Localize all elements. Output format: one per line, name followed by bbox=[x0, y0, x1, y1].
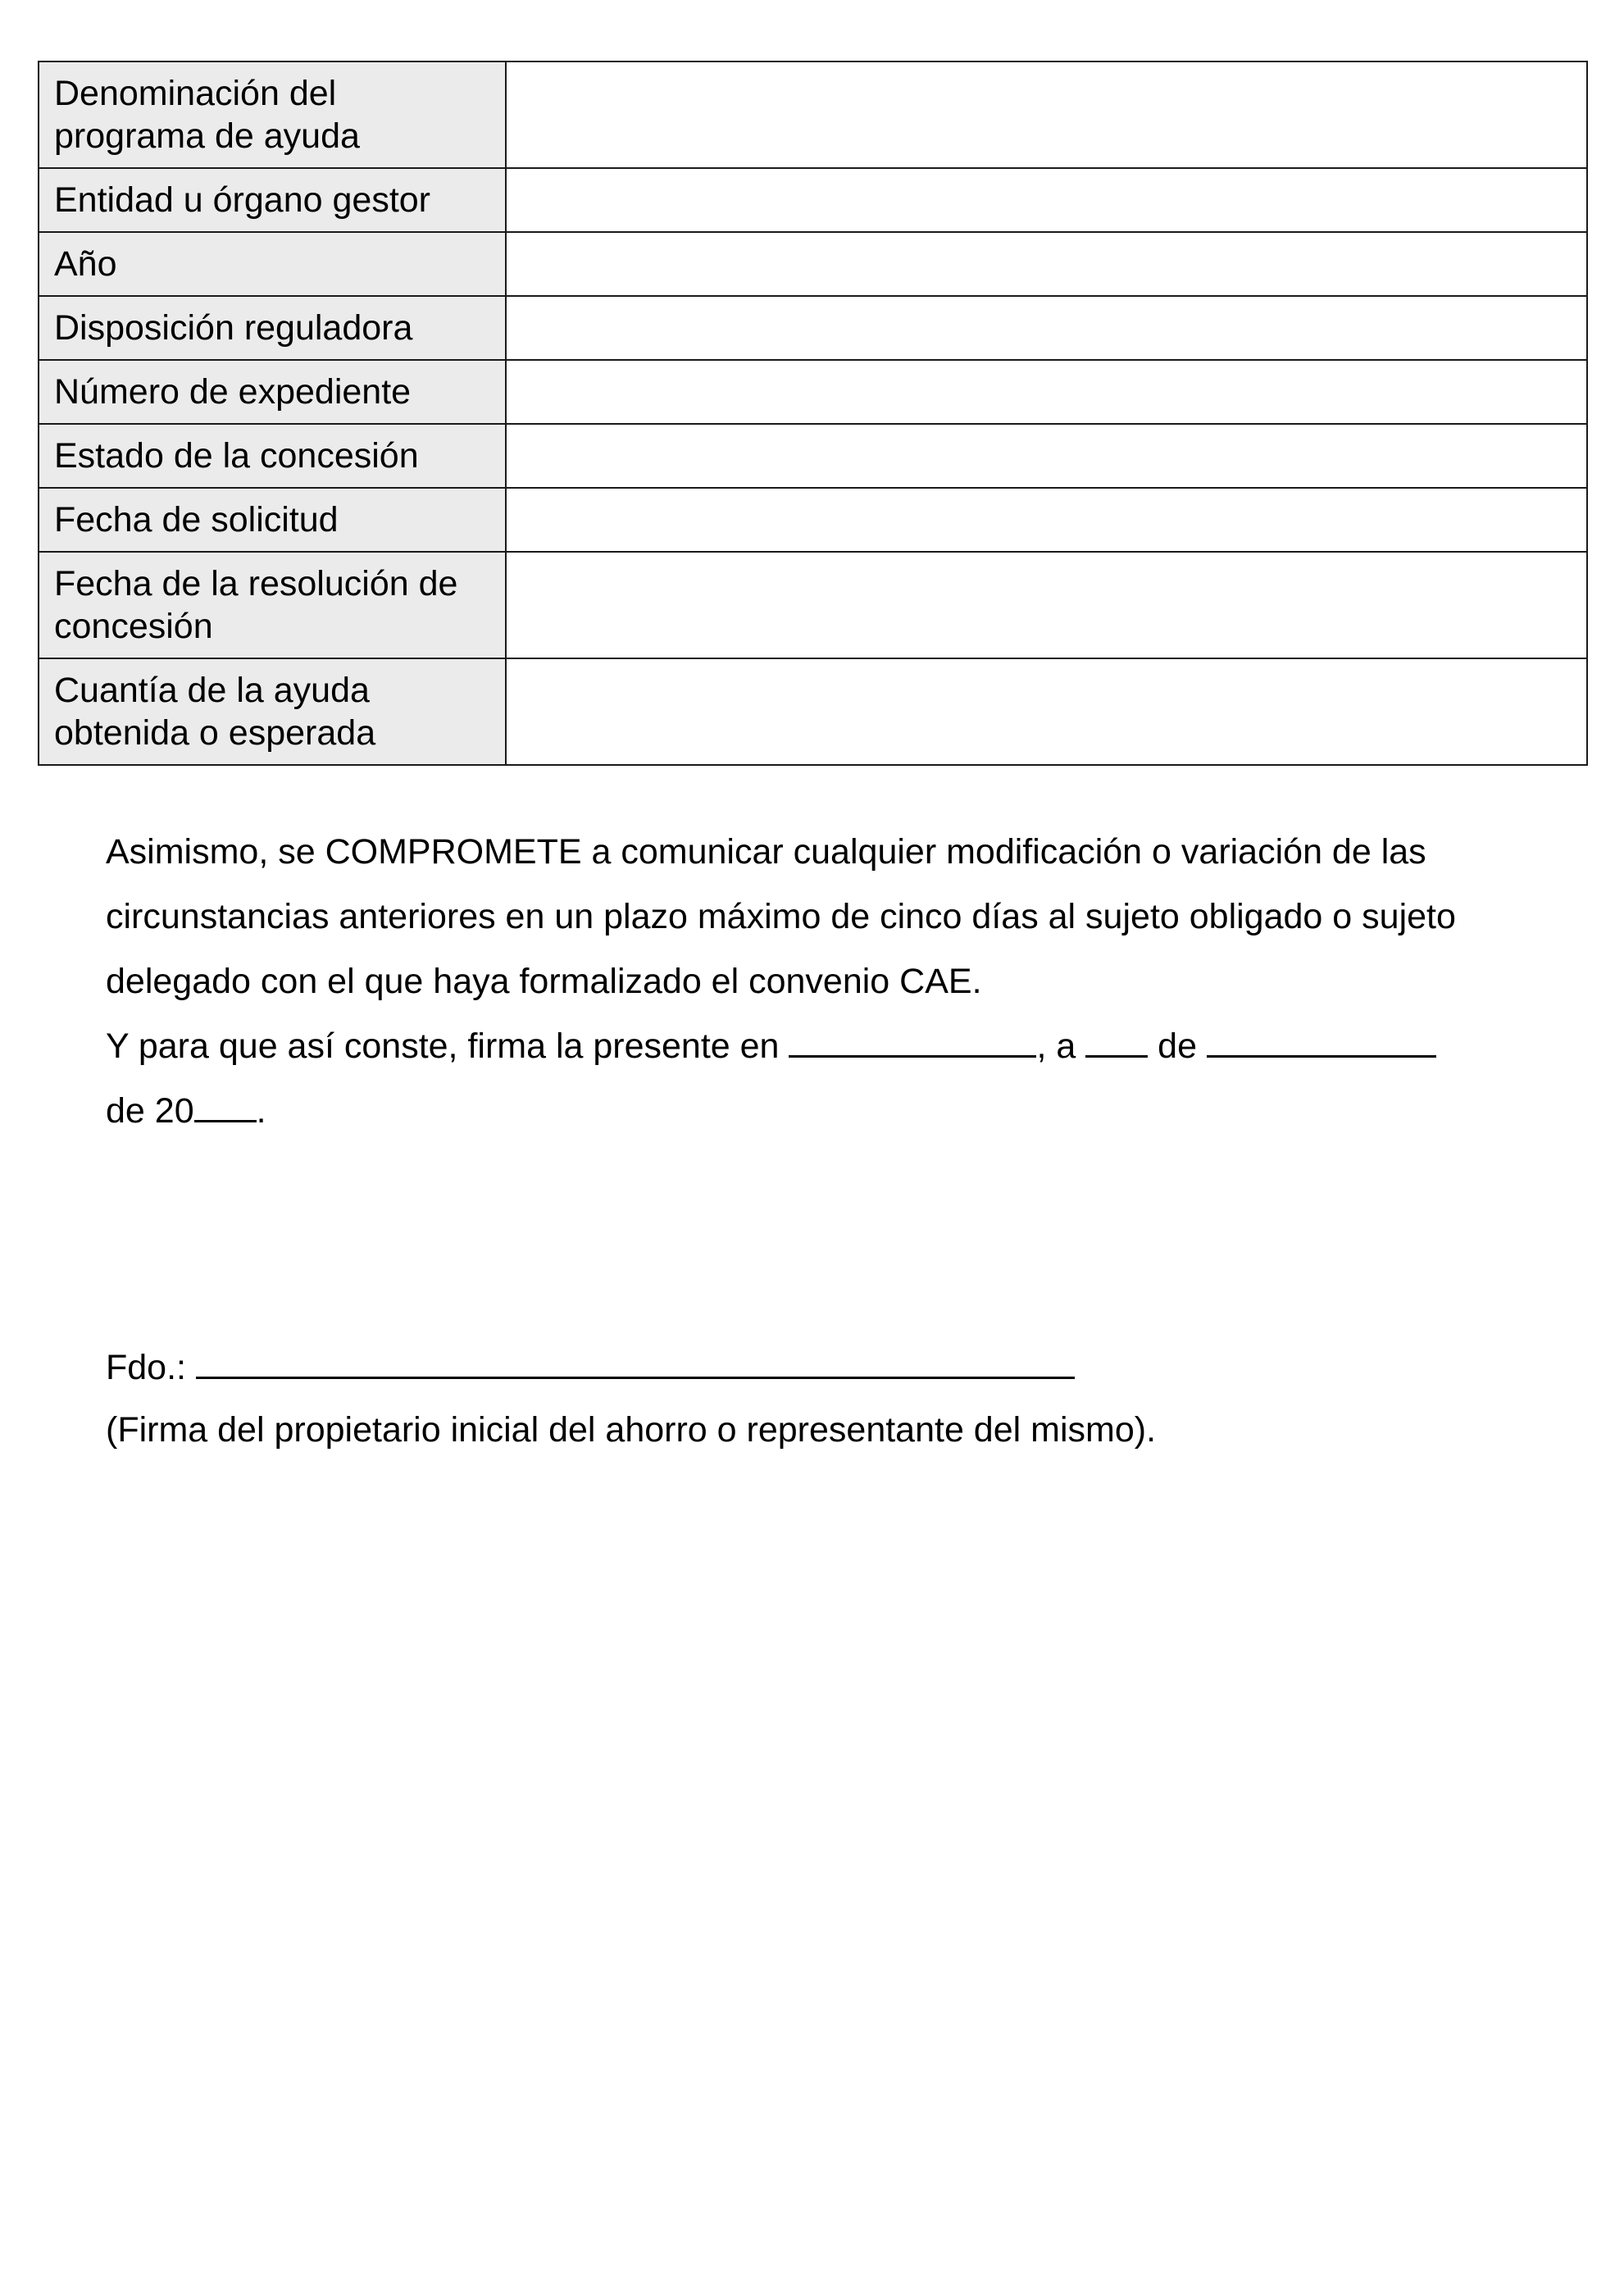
closing-comma-a: , a bbox=[1036, 1026, 1076, 1066]
table-row bbox=[39, 232, 1587, 296]
row-value-program-name[interactable] bbox=[506, 61, 1587, 168]
signature-label: Fdo.: bbox=[106, 1348, 186, 1387]
row-label-grant-status: Estado de la concesión bbox=[39, 424, 506, 488]
row-label-resolution-date: Fecha de la resolución de concesión bbox=[39, 552, 506, 658]
table-row bbox=[39, 552, 1587, 658]
row-value-managing-entity[interactable] bbox=[506, 168, 1587, 232]
table-row bbox=[39, 168, 1587, 232]
signature-line bbox=[106, 1336, 1499, 1399]
signature-caption: (Firma del propietario inicial del ahorro o representante del mismo). bbox=[106, 1410, 1157, 1450]
row-label-year: Año bbox=[39, 232, 506, 296]
signature-section bbox=[106, 1336, 1499, 1461]
closing-year-prefix: de 20 bbox=[106, 1091, 194, 1131]
month-blank[interactable] bbox=[1207, 1026, 1436, 1058]
row-label-program-name: Denominación del programa de ayuda bbox=[39, 61, 506, 168]
row-value-year[interactable] bbox=[506, 232, 1587, 296]
row-value-grant-status[interactable] bbox=[506, 424, 1587, 488]
closing-statement bbox=[106, 1014, 1499, 1144]
aid-program-table bbox=[38, 61, 1588, 766]
table-row bbox=[39, 61, 1587, 168]
row-value-request-date[interactable] bbox=[506, 488, 1587, 552]
row-label-aid-amount: Cuantía de la ayuda obtenida o esperada bbox=[39, 658, 506, 765]
row-value-resolution-date[interactable] bbox=[506, 552, 1587, 658]
commitment-paragraph: Asimismo, se COMPROMETE a comunicar cualquier modificación o variación de las circunstancias anteriores en un plazo máximo de cinco días al sujeto obligado o sujeto delegado con el que haya formalizado el convenio CAE. bbox=[106, 832, 1456, 1001]
row-label-file-number: Número de expediente bbox=[39, 360, 506, 424]
row-label-regulation: Disposición reguladora bbox=[39, 296, 506, 360]
place-blank[interactable] bbox=[789, 1026, 1036, 1058]
closing-end: . bbox=[256, 1091, 266, 1131]
row-label-request-date: Fecha de solicitud bbox=[39, 488, 506, 552]
closing-prefix: Y para que así conste, firma la presente en bbox=[106, 1026, 780, 1066]
commitment-section bbox=[106, 820, 1499, 1144]
row-value-regulation[interactable] bbox=[506, 296, 1587, 360]
table-row bbox=[39, 360, 1587, 424]
table-row bbox=[39, 424, 1587, 488]
table-row bbox=[39, 296, 1587, 360]
table-row bbox=[39, 658, 1587, 765]
day-blank[interactable] bbox=[1085, 1026, 1148, 1058]
year-blank[interactable] bbox=[194, 1090, 257, 1122]
signature-blank[interactable] bbox=[196, 1347, 1075, 1379]
row-value-file-number[interactable] bbox=[506, 360, 1587, 424]
closing-de: de bbox=[1158, 1026, 1197, 1066]
row-value-aid-amount[interactable] bbox=[506, 658, 1587, 765]
row-label-managing-entity: Entidad u órgano gestor bbox=[39, 168, 506, 232]
table-row bbox=[39, 488, 1587, 552]
